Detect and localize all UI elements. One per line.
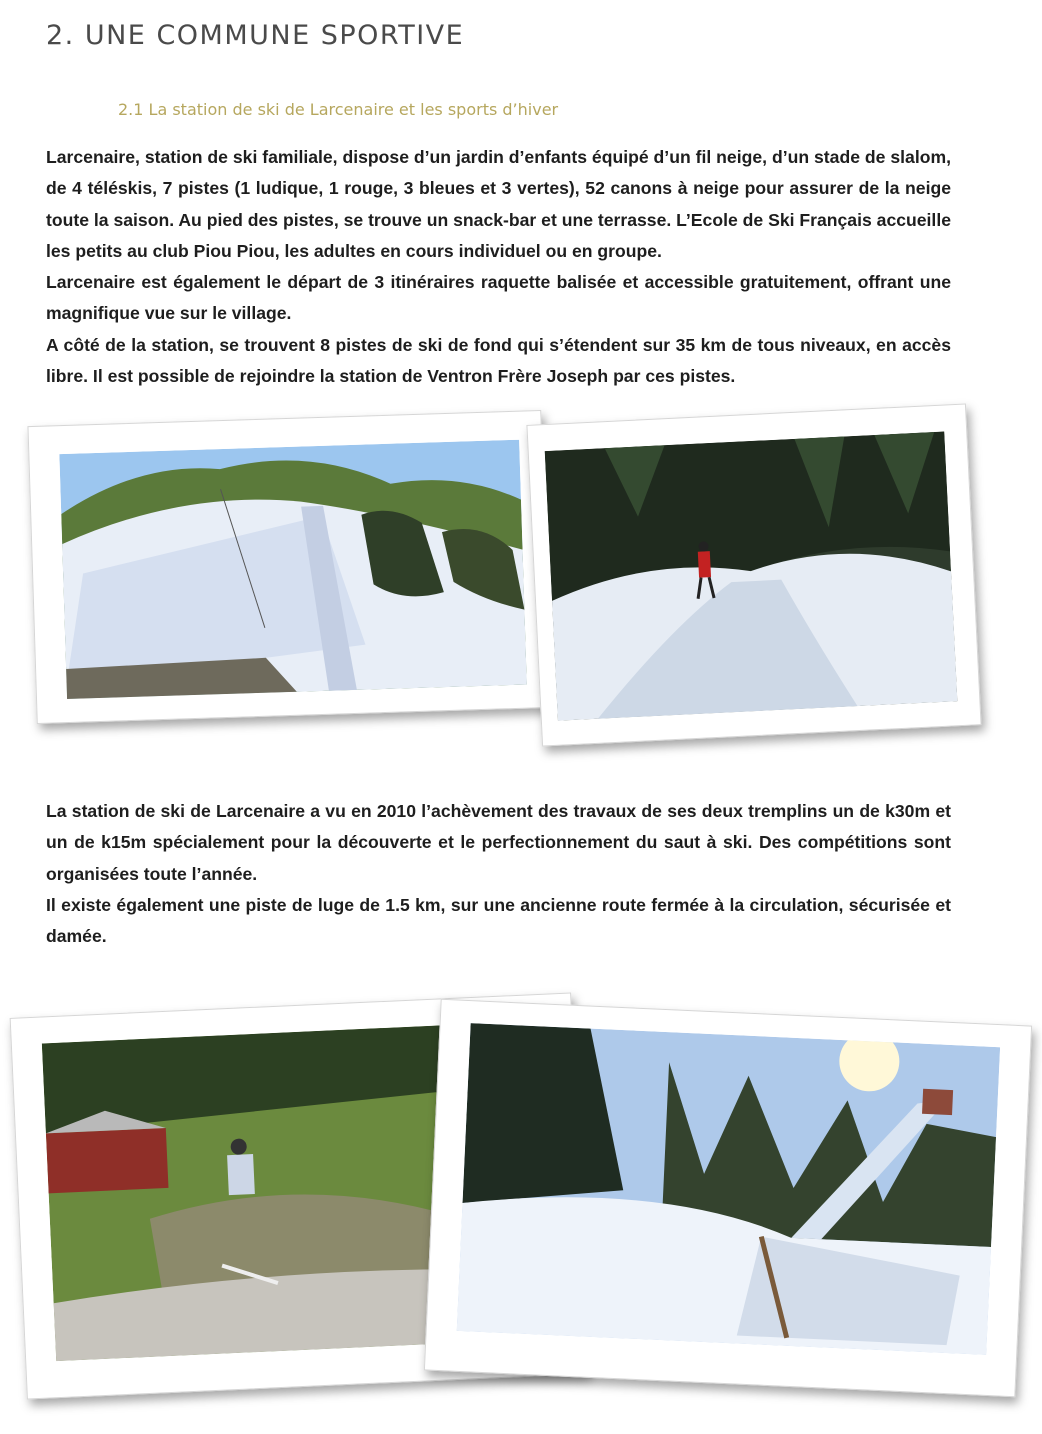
paragraph-luge: Il existe également une piste de luge de 1.5 km, sur une ancienne route fermée à la circulation, sécurisée et damée.: [46, 894, 951, 947]
cross-country-image: [545, 432, 958, 721]
photo-ski-jump-winter: [424, 999, 1032, 1397]
ski-jump-winter-image: [457, 1023, 1000, 1355]
text-block-ski-jump: [46, 796, 951, 952]
paragraph-snowshoe: Larcenaire est également le départ de 3 itinéraires raquette balisée et accessible gratuitement, offrant une magnifique vue sur le village.: [46, 272, 951, 324]
section-subtitle: 2.1 La station de ski de Larcenaire et les sports d’hiver: [118, 100, 559, 119]
photo-ski-slope: [27, 410, 550, 724]
page-title: 2. UNE COMMUNE SPORTIVE: [46, 20, 465, 51]
photo-cross-country-skier: [526, 403, 981, 746]
ski-slope-image: [59, 440, 526, 699]
paragraph-station-description: Larcenaire, station de ski familiale, dispose d’un jardin d’enfants équipé d’un fil neige, d’un stade de slalom, de 4 téléskis, 7 pistes (1 ludique, 1 rouge, 3 bleues et 3 vertes), 52 canons à neige pour assurer de la neige toute la saison. Au pied des pistes, se trouve un snack-bar et une terrasse. L’Ecole de Ski Français accueille les petits au club Piou Piou, les adultes en cours individuel ou en groupe.: [46, 147, 951, 261]
paragraph-cross-country: A côté de la station, se trouvent 8 pistes de ski de fond qui s’étendent sur 35 km de tous niveaux, en accès libre. Il est possible de rejoindre la station de Ventron Frère Joseph par ces pistes.: [46, 334, 951, 387]
text-block-ski-station: [46, 142, 951, 392]
paragraph-ski-jumps: La station de ski de Larcenaire a vu en 2010 l’achèvement des travaux de ses deux tremplins un de k30m et un de k15m spécialement pour la découverte et le perfectionnement du saut à ski. Des compétitions sont organisées toute l’année.: [46, 801, 951, 884]
